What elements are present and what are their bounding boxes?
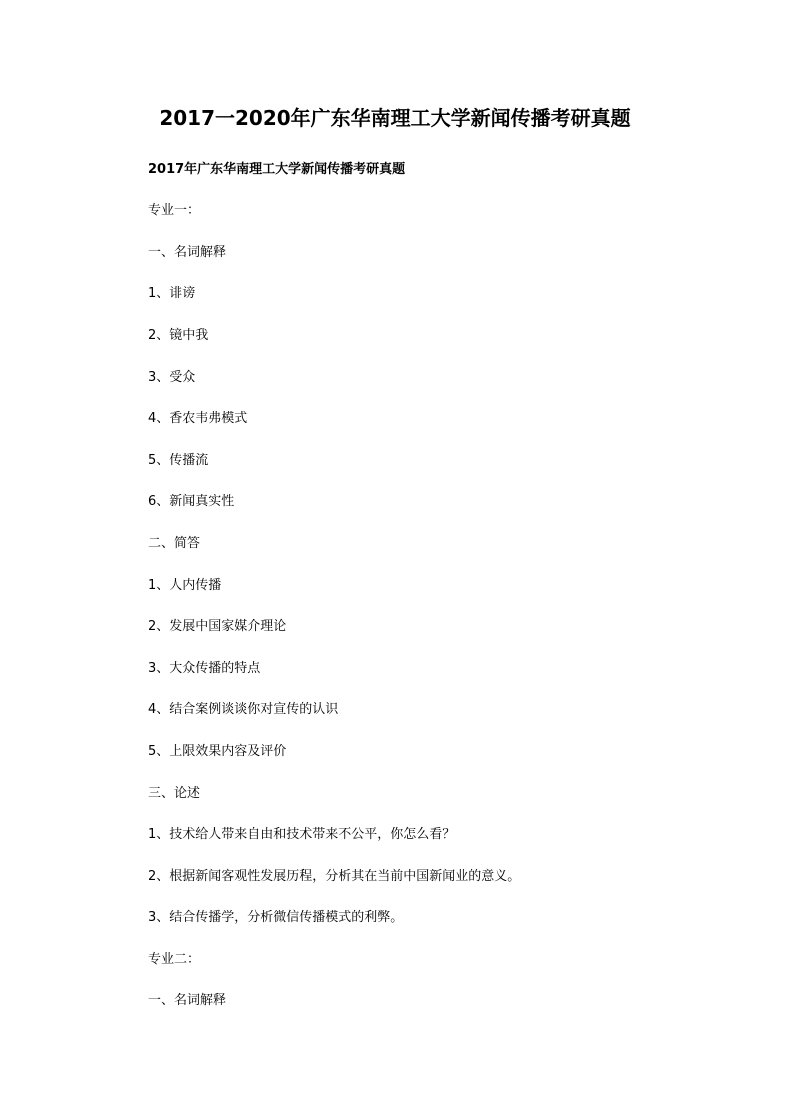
- question-item: 2、发展中国家媒介理论: [148, 619, 287, 634]
- question-item: 6、新闻真实性: [148, 494, 235, 509]
- section-heading-essay: 三、论述: [148, 786, 201, 801]
- question-item: 1、技术给人带来自由和技术带来不公平，你怎么看？: [148, 827, 456, 842]
- question-item: 3、大众传播的特点: [148, 661, 261, 676]
- question-item: 4、香农韦弗模式: [148, 411, 248, 426]
- question-item: 5、上限效果内容及评价: [148, 744, 287, 759]
- question-item: 1、人内传播: [148, 578, 222, 593]
- major-two-heading: 专业二：: [148, 952, 201, 967]
- section-heading-terms: 一、名词解释: [148, 993, 227, 1008]
- question-item: 2、镜中我: [148, 328, 209, 343]
- question-item: 2、根据新闻客观性发展历程，分析其在当前中国新闻业的意义。: [148, 869, 521, 884]
- section-heading-terms: 一、名词解释: [148, 245, 227, 260]
- section-subtitle: 2017年广东华南理工大学新闻传播考研真题: [148, 162, 406, 177]
- question-item: 3、结合传播学，分析微信传播模式的利弊。: [148, 910, 404, 925]
- question-item: 1、诽谤: [148, 286, 196, 301]
- major-one-heading: 专业一：: [148, 203, 201, 218]
- document-title: 2017一2020年广东华南理工大学新闻传播考研真题: [159, 106, 631, 130]
- question-item: 3、受众: [148, 370, 196, 385]
- section-heading-short-answer: 二、简答: [148, 536, 201, 551]
- question-item: 5、传播流: [148, 453, 209, 468]
- question-item: 4、结合案例谈谈你对宣传的认识: [148, 702, 339, 717]
